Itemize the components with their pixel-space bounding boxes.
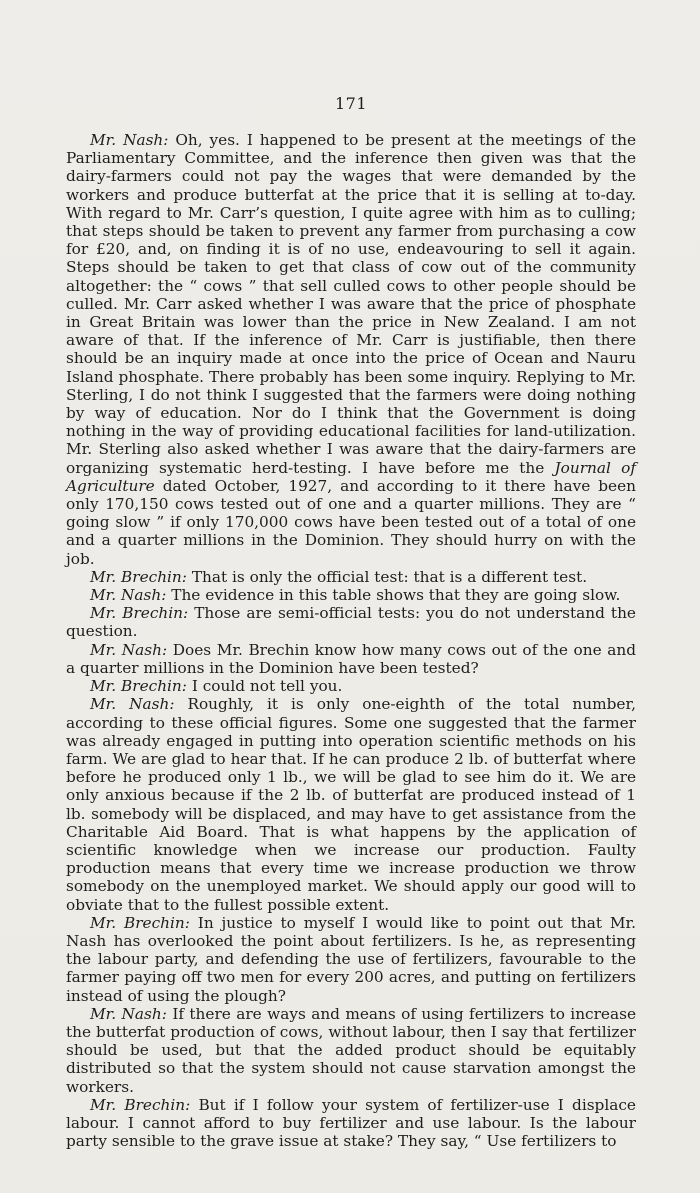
speaker-name: Mr. Nash:	[90, 695, 175, 714]
paragraph	[66, 586, 636, 604]
speaker-name: Mr. Nash:	[90, 640, 168, 659]
paragraph	[66, 568, 636, 586]
italic-title: Journal of Agriculture	[66, 458, 636, 495]
paragraph-text: In justice to myself I would like to point out that Mr. Nash has overlooked the point about fertilizers. Is he, as representing the labour party, and defending the use of fertilizers, favourable to the farmer paying off two men for every 200 acres, and putting on fertilizers instead of using the plough?	[66, 913, 636, 1005]
paragraph	[66, 131, 636, 568]
paragraph	[66, 1096, 636, 1151]
paragraph	[66, 641, 636, 677]
paragraph-text: Does Mr. Brechin know how many cows out of the one and a quarter millions in the Dominion have been tested?	[66, 640, 636, 677]
paragraph	[66, 695, 636, 913]
paragraph-text: Oh, yes. I happened to be present at the meetings of the Parliamentary Committee, and the inference then given was that the dairy-farmers could not pay the wages that were demanded by the workers and produce butterfat at the price that it is selling at to-day. With regard to Mr. Carr’s question, I quite agree with him as to culling; that steps should be taken to prevent any farmer from purchasing a cow for £20, and, on finding it is of no use, endeavouring to sell it again. Steps should be taken to get that class of cow out of the community altogether: the “ cows ” that sell culled cows to other people should be culled. Mr. Carr asked whether I was aware that the price of phosphate in Great Britain was lower than the price in New Zealand. I am not aware of that. If the inference of Mr. Carr is justifiable, then there should be an inquiry made at once into the price of Ocean and Nauru Island phosphate. There probably has been some inquiry. Replying to Mr. Sterling, I do not think I suggested that the farmers were doing nothing by way of education. Nor do I think that the Government is doing nothing in the way of providing educational facilities for land-utilization. Mr. Sterling also asked whether I was aware that the dairy-farmers are organizing systematic herd-testing. I have before me the	[66, 131, 636, 477]
paragraph	[66, 1005, 636, 1096]
paragraph-text: dated October, 1927, and according to it there have been only 170,150 cows tested out of one and a quarter millions. They are “ going slow ” if only 170,000 cows have been tested out of a total of one and a quarter millions in the Dominion. They should hurry on with the job.	[66, 476, 636, 568]
paragraph-text: But if I follow your system of fertilizer-use I displace labour. I cannot afford to buy fertilizer and use labour. Is the labour party sensible to the grave issue at stake? They say, “ Use fertilizers to	[66, 1095, 636, 1151]
paragraph-text: Roughly, it is only one-eighth of the total number, according to these official figures. Some one suggested that the farmer was already engaged in putting into operation scientific methods on his farm. We are glad to hear that. If he can produce 2 lb. of butterfat where before he produced only 1 lb., we will be glad to see him do it. We are only anxious because if the 2 lb. of butterfat are produced instead of 1 lb. somebody will be displaced, and may have to get assistance from the Charitable Aid Board. That is what happens by the application of scientific knowledge when we increase our production. Faulty production means that every time we increase production we throw somebody on the unemployed market. We should apply our good will to obviate that to the fullest possible extent.	[66, 695, 636, 914]
paragraph-text: Those are semi-official tests: you do not understand the question.	[66, 604, 636, 641]
speaker-name: Mr. Brechin:	[90, 913, 190, 932]
speaker-name: Mr. Nash:	[90, 586, 167, 605]
paragraph	[66, 914, 636, 1005]
page-number: 171	[334, 94, 368, 113]
paragraph-text: I could not tell you.	[186, 677, 343, 696]
body-text	[66, 131, 636, 1150]
paragraph	[66, 604, 636, 640]
speaker-name: Mr. Nash:	[90, 1004, 167, 1023]
speaker-name: Mr. Nash:	[90, 131, 169, 149]
paragraph-text: If there are ways and means of using fertilizers to increase the butterfat production of cows, without labour, then I say that fertilizer should be used, but that the added product should be equitably distributed so that the system should not cause starvation amongst the workers.	[66, 1004, 636, 1096]
speaker-name: Mr. Brechin:	[90, 677, 187, 696]
speaker-name: Mr. Brechin:	[90, 604, 189, 623]
paragraph-text: That is only the official test: that is a different test.	[186, 567, 588, 586]
paragraph	[66, 677, 636, 695]
speaker-name: Mr. Brechin:	[90, 567, 187, 586]
speaker-name: Mr. Brechin:	[90, 1095, 191, 1114]
paragraph-text: The evidence in this table shows that they are going slow.	[166, 586, 621, 605]
